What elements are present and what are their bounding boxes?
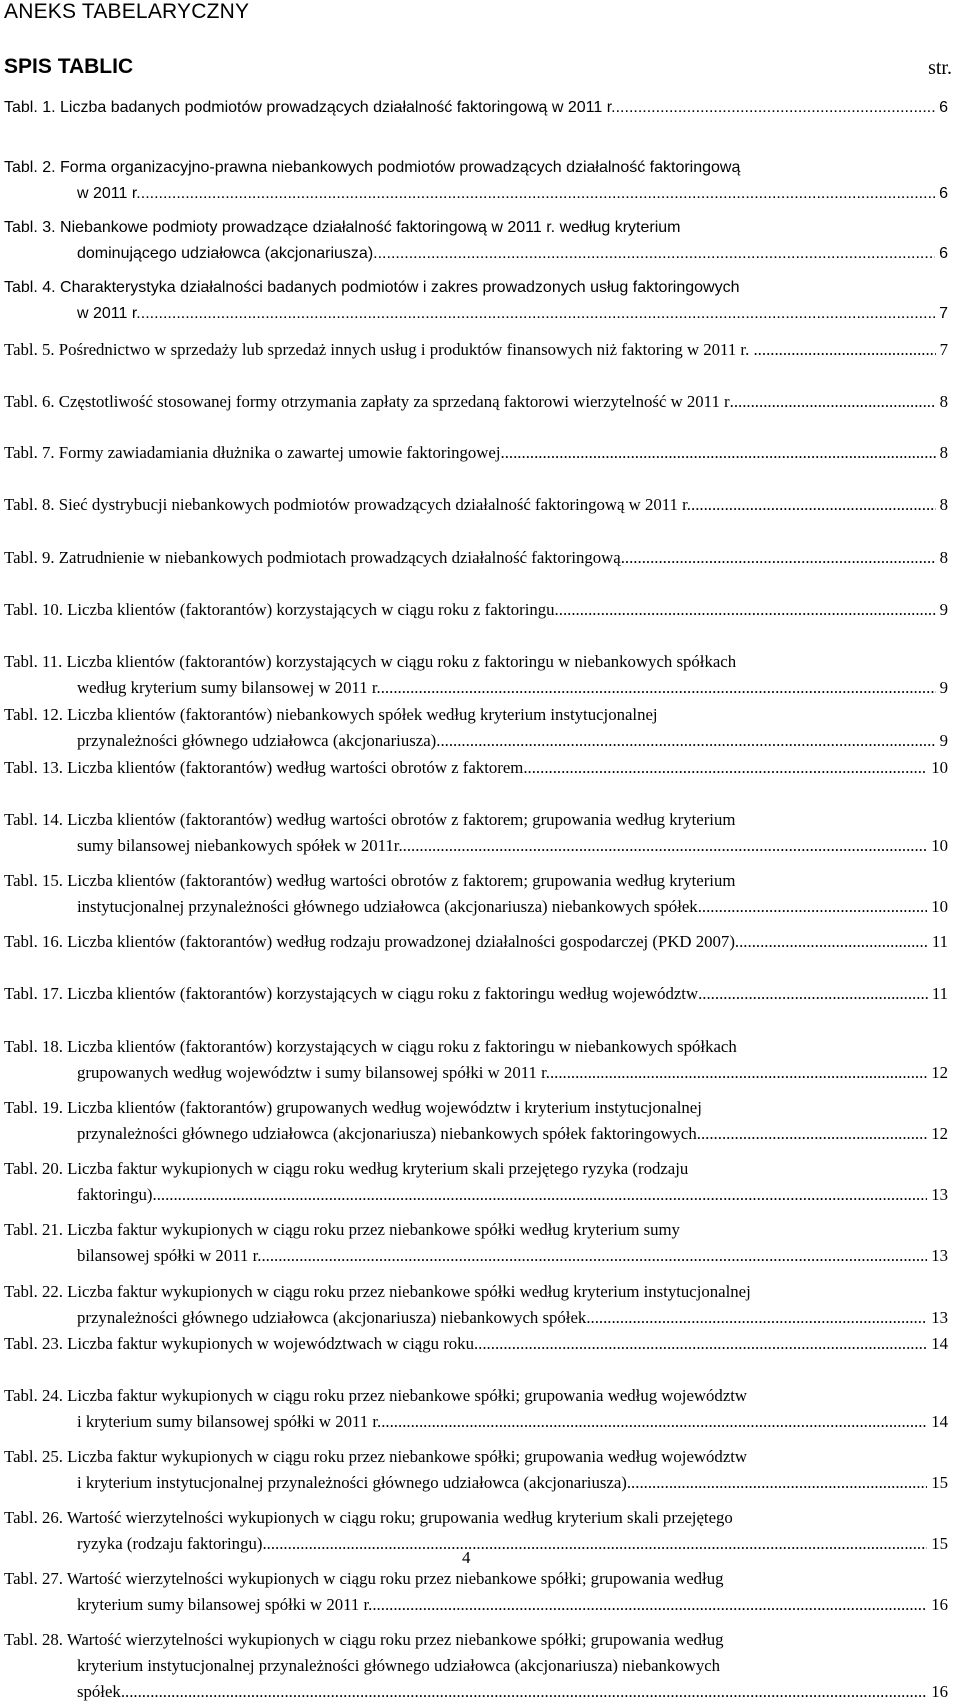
- toc-entry-page: 8: [939, 495, 948, 514]
- toc-entry[interactable]: [4, 649, 948, 701]
- dot-leader: [730, 389, 936, 415]
- toc-entry-page: 7: [939, 340, 948, 359]
- dot-leader: [501, 440, 936, 466]
- toc-entry-line: [4, 833, 948, 859]
- toc-entry-line: [4, 337, 948, 363]
- dot-leader: [373, 241, 935, 267]
- toc-entry-page: 6: [939, 99, 948, 116]
- toc-entry-page: 8: [939, 548, 948, 567]
- toc-entry-page: 7: [939, 305, 948, 322]
- toc-entry-line: [4, 1121, 948, 1147]
- toc-entry-line: [4, 755, 948, 781]
- dot-leader: [555, 597, 936, 623]
- toc-entry[interactable]: [4, 1566, 948, 1618]
- toc-entry-page: 8: [939, 392, 948, 411]
- toc-entry-line: [4, 1409, 948, 1435]
- toc-entry-line: [4, 1383, 948, 1409]
- toc-entry-text: w 2011 r.: [77, 305, 141, 322]
- toc-entry[interactable]: [4, 702, 948, 754]
- toc-entry-page: 12: [931, 1124, 948, 1143]
- toc-entry[interactable]: [4, 597, 948, 623]
- toc-entry-page: 11: [931, 932, 948, 951]
- toc-entry-line: [4, 649, 948, 675]
- dot-leader: [381, 1409, 927, 1435]
- toc-entry-line: [4, 1182, 948, 1208]
- toc-entry-text: Tabl. 8. Sieć dystrybucji niebankowych podmiotów prowadzących działalność faktoringową w 2011 r.: [4, 495, 691, 514]
- toc-entry-text: Tabl. 22. Liczba faktur wykupionych w ciągu roku przez niebankowe spółki według kryterium instytucjonalnej: [4, 1282, 751, 1301]
- toc-entry[interactable]: [4, 275, 948, 327]
- dot-leader: [141, 181, 935, 207]
- toc-entry[interactable]: [4, 1034, 948, 1086]
- toc-entry-text: Tabl. 14. Liczba klientów (faktorantów) według wartości obrotów z faktorem; grupowania według kryterium: [4, 810, 736, 829]
- dot-leader: [627, 1470, 927, 1496]
- toc-entry-line: [4, 597, 948, 623]
- toc-entry-text: przynależności głównego udziałowca (akcjonariusza): [77, 731, 437, 750]
- toc-entry-line: [4, 275, 948, 301]
- toc-entry-line: [4, 728, 948, 754]
- dot-leader: [758, 337, 936, 363]
- toc-entry-page: 13: [931, 1308, 948, 1327]
- toc-entry[interactable]: [4, 545, 948, 571]
- toc-entry[interactable]: [4, 1627, 948, 1705]
- toc-entry-page: 10: [931, 897, 948, 916]
- dot-leader: [381, 675, 936, 701]
- dot-leader: [141, 301, 935, 327]
- toc-entry-line: [4, 1060, 948, 1086]
- dot-leader: [697, 1121, 927, 1147]
- toc-entry-text: Tabl. 23. Liczba faktur wykupionych w województwach w ciągu roku: [4, 1334, 474, 1353]
- toc-entry-line: [4, 301, 948, 327]
- toc-entry-line: [4, 981, 948, 1007]
- toc-entry-text: Tabl. 11. Liczba klientów (faktorantów) korzystających w ciągu roku z faktoringu w niebankowych spółkach: [4, 652, 737, 671]
- toc-entry-text: Tabl. 1. Liczba badanych podmiotów prowadzących działalność faktoringową w 2011 r.: [4, 99, 616, 116]
- toc-entry[interactable]: [4, 1444, 948, 1496]
- toc-entry-page: 9: [939, 600, 948, 619]
- toc-entry-page: 9: [939, 678, 948, 697]
- toc-entry-text: Tabl. 19. Liczba klientów (faktorantów) grupowanych według województw i kryterium instytucjonalnej: [4, 1098, 702, 1117]
- toc-entry-text: instytucjonalnej przynależności głównego udziałowca (akcjonariusza) niebankowych spółek: [77, 897, 698, 916]
- toc-entry[interactable]: [4, 95, 948, 121]
- toc-entry[interactable]: [4, 755, 948, 781]
- dot-leader: [261, 1243, 927, 1269]
- toc-entry-text: Tabl. 24. Liczba faktur wykupionych w ciągu roku przez niebankowe spółki; grupowania według województw: [4, 1386, 748, 1405]
- toc-entry[interactable]: [4, 1331, 948, 1357]
- toc-entry-page: 13: [931, 1246, 948, 1265]
- dot-leader: [121, 1679, 927, 1705]
- toc-header: [4, 55, 952, 79]
- toc-entry-text: spółek: [77, 1682, 121, 1701]
- toc-entry-line: [4, 241, 948, 267]
- toc-entry-line: [4, 545, 948, 571]
- dot-leader: [691, 492, 936, 518]
- dot-leader: [436, 728, 935, 754]
- toc-entry-text: Tabl. 28. Wartość wierzytelności wykupionych w ciągu roku przez niebankowe spółki; grupowania według: [4, 1630, 724, 1649]
- dot-leader: [550, 1060, 927, 1086]
- toc-entry-text: Tabl. 21. Liczba faktur wykupionych w ciągu roku przez niebankowe spółki według kryterium sumy: [4, 1220, 680, 1239]
- toc-entry-page: 10: [931, 758, 948, 777]
- toc-entry-page: 6: [939, 185, 948, 202]
- toc-entry-line: [4, 1592, 948, 1618]
- toc-entry-text: w 2011 r.: [77, 185, 141, 202]
- toc-entry[interactable]: [4, 981, 948, 1007]
- toc-entry-text: Tabl. 17. Liczba klientów (faktorantów) korzystających w ciągu roku z faktoringu według województw: [4, 984, 699, 1003]
- toc-entry-text: grupowanych według województw i sumy bilansowej spółki w 2011 r.: [77, 1063, 550, 1082]
- toc-entry-line: [4, 181, 948, 207]
- toc-entry-line: [4, 1444, 948, 1470]
- toc-entry-text: i kryterium instytucjonalnej przynależności głównego udziałowca (akcjonariusza): [77, 1473, 627, 1492]
- toc-entry[interactable]: [4, 440, 948, 466]
- dot-leader: [474, 1331, 927, 1357]
- toc-entry[interactable]: [4, 492, 948, 518]
- toc-entry-line: [4, 1470, 948, 1496]
- toc-entry-text: przynależności głównego udziałowca (akcjonariusza) niebankowych spółek: [77, 1308, 587, 1327]
- toc-entry-line: [4, 1505, 948, 1531]
- toc-entry-text: Tabl. 26. Wartość wierzytelności wykupionych w ciągu roku; grupowania według kryterium skali przejętego: [4, 1508, 733, 1527]
- toc-entry-line: [4, 675, 948, 701]
- toc-entry-page: 11: [931, 984, 948, 1003]
- toc-entry-page: 15: [931, 1534, 948, 1553]
- toc-entry-page: 13: [931, 1185, 948, 1204]
- toc-entry-text: Tabl. 10. Liczba klientów (faktorantów) korzystających w ciągu roku z faktoringu: [4, 600, 555, 619]
- toc-entry-line: [4, 702, 948, 728]
- toc-entry-text: ryzyka (rodzaju faktoringu): [77, 1534, 263, 1553]
- toc-entry-text: przynależności głównego udziałowca (akcjonariusza) niebankowych spółek faktoringowych: [77, 1124, 697, 1143]
- toc-entry-line: [4, 1217, 948, 1243]
- toc-entry-line: [4, 1331, 948, 1357]
- toc-entry-line: [4, 1679, 948, 1705]
- dot-leader: [616, 95, 935, 121]
- toc-entry-text: sumy bilansowej niebankowych spółek w 2011r.: [77, 836, 403, 855]
- toc-entry-text: Tabl. 5. Pośrednictwo w sprzedaży lub sprzedaż innych usług i produktów finansowych niż faktoring w 2011 r. .: [4, 340, 758, 359]
- toc-entry-line: [4, 1243, 948, 1269]
- toc-entry-text: Tabl. 7. Formy zawiadamiania dłużnika o zawartej umowie faktoringowej: [4, 443, 501, 462]
- dot-leader: [735, 929, 928, 955]
- page-number: 4: [462, 1548, 471, 1567]
- toc-entry-text: Tabl. 13. Liczba klientów (faktorantów) według wartości obrotów z faktorem: [4, 758, 524, 777]
- toc-entry-text: kryterium instytucjonalnej przynależności głównego udziałowca (akcjonariusza) niebankowych: [77, 1656, 721, 1675]
- toc-entry-text: faktoringu): [77, 1185, 153, 1204]
- toc-entry[interactable]: [4, 215, 948, 267]
- toc-entry-text: Tabl. 4. Charakterystyka działalności badanych podmiotów i zakres prowadzonych usług faktoringowych: [4, 279, 740, 296]
- dot-leader: [153, 1182, 928, 1208]
- toc-entry-text: Tabl. 6. Częstotliwość stosowanej formy otrzymania zapłaty za sprzedaną faktorowi wierzytelność w 2011 r: [4, 392, 730, 411]
- toc-entry-line: [4, 807, 948, 833]
- toc-entry-text: i kryterium sumy bilansowej spółki w 2011 r.: [77, 1412, 382, 1431]
- dot-leader: [403, 833, 928, 859]
- toc-entry-line: [4, 1305, 948, 1331]
- toc-entry[interactable]: [4, 1279, 948, 1331]
- toc-entry-page: 14: [931, 1412, 948, 1431]
- toc-entry-text: Tabl. 2. Forma organizacyjno-prawna niebankowych podmiotów prowadzących działalność faktoringową: [4, 159, 741, 176]
- toc-entry-line: [4, 929, 948, 955]
- toc-entry-text: dominującego udziałowca (akcjonariusza): [77, 245, 374, 262]
- toc-entry-page: 6: [939, 245, 948, 262]
- toc-entry-text: kryterium sumy bilansowej spółki w 2011 r.: [77, 1595, 373, 1614]
- dot-leader: [698, 981, 928, 1007]
- toc-entry-page: 14: [931, 1334, 948, 1353]
- toc-entry-line: [4, 1627, 948, 1653]
- toc-entry-line: [4, 1034, 948, 1060]
- toc-entry[interactable]: [4, 1505, 948, 1557]
- toc-entry-page: 8: [939, 443, 948, 462]
- toc-entry-text: Tabl. 12. Liczba klientów (faktorantów) niebankowych spółek według kryterium instytucjonalnej: [4, 705, 658, 724]
- toc-entry-text: Tabl. 25. Liczba faktur wykupionych w ciągu roku przez niebankowe spółki; grupowania według województw: [4, 1447, 748, 1466]
- dot-leader: [621, 545, 936, 571]
- toc-entry-line: [4, 868, 948, 894]
- toc-entry-text: Tabl. 15. Liczba klientów (faktorantów) według wartości obrotów z faktorem; grupowania według kryterium: [4, 871, 736, 890]
- toc-entry-line: [4, 215, 948, 241]
- toc-entry-line: [4, 1279, 948, 1305]
- toc-entry-line: [4, 1095, 948, 1121]
- toc-entry-page: 16: [931, 1682, 948, 1701]
- toc-entry-page: 9: [939, 731, 948, 750]
- toc-entry-text: bilansowej spółki w 2011 r.: [77, 1246, 262, 1265]
- toc-entry[interactable]: [4, 868, 948, 920]
- toc-entry-page: 12: [931, 1063, 948, 1082]
- toc-entry[interactable]: [4, 807, 948, 859]
- toc-entry-text: Tabl. 16. Liczba klientów (faktorantów) według rodzaju prowadzonej działalności gospodarczej (PKD 2007): [4, 932, 735, 951]
- toc-entry-text: Tabl. 9. Zatrudnienie w niebankowych podmiotach prowadzących działalność faktoringową: [4, 548, 621, 567]
- toc-entry[interactable]: [4, 929, 948, 955]
- dot-leader: [523, 755, 927, 781]
- page-column-label: str.: [928, 57, 952, 79]
- toc-entry[interactable]: [4, 1383, 948, 1435]
- toc-entry-page: 10: [931, 836, 948, 855]
- toc-entry-line: [4, 492, 948, 518]
- toc-entry-line: [4, 95, 948, 121]
- toc-entry-line: [4, 1531, 948, 1557]
- toc-entry[interactable]: [4, 1095, 948, 1147]
- toc-entry-line: [4, 894, 948, 920]
- dot-leader: [698, 894, 928, 920]
- toc-entry-page: 15: [931, 1473, 948, 1492]
- toc-title: SPIS TABLIC: [4, 55, 134, 78]
- toc-entry-text: Tabl. 18. Liczba klientów (faktorantów) korzystających w ciągu roku z faktoringu w niebankowych spółkach: [4, 1037, 737, 1056]
- toc-entry[interactable]: [4, 337, 948, 363]
- annex-title: ANEKS TABELARYCZNY: [4, 0, 250, 23]
- toc-entry[interactable]: [4, 1217, 948, 1269]
- dot-leader: [586, 1305, 927, 1331]
- toc-entry-page: 16: [931, 1595, 948, 1614]
- toc-entry-text: według kryterium sumy bilansowej w 2011 r.: [77, 678, 381, 697]
- toc-entry[interactable]: [4, 389, 948, 415]
- toc-entry-text: Tabl. 27. Wartość wierzytelności wykupionych w ciągu roku przez niebankowe spółki; grupowania według: [4, 1569, 724, 1588]
- toc-entry-line: [4, 155, 948, 181]
- toc-entry-text: Tabl. 3. Niebankowe podmioty prowadzące działalność faktoringową w 2011 r. według kryterium: [4, 219, 681, 236]
- toc-entry-line: [4, 1156, 948, 1182]
- toc-entry-text: Tabl. 20. Liczba faktur wykupionych w ciągu roku według kryterium skali przejętego ryzyka (rodzaju: [4, 1159, 689, 1178]
- toc-entry-line: [4, 389, 948, 415]
- dot-leader: [372, 1592, 927, 1618]
- toc-entry-line: [4, 440, 948, 466]
- toc-entry-line: [4, 1566, 948, 1592]
- toc-entry[interactable]: [4, 1156, 948, 1208]
- toc-entry-line: [4, 1653, 948, 1679]
- toc-entry[interactable]: [4, 155, 948, 207]
- dot-leader: [262, 1531, 927, 1557]
